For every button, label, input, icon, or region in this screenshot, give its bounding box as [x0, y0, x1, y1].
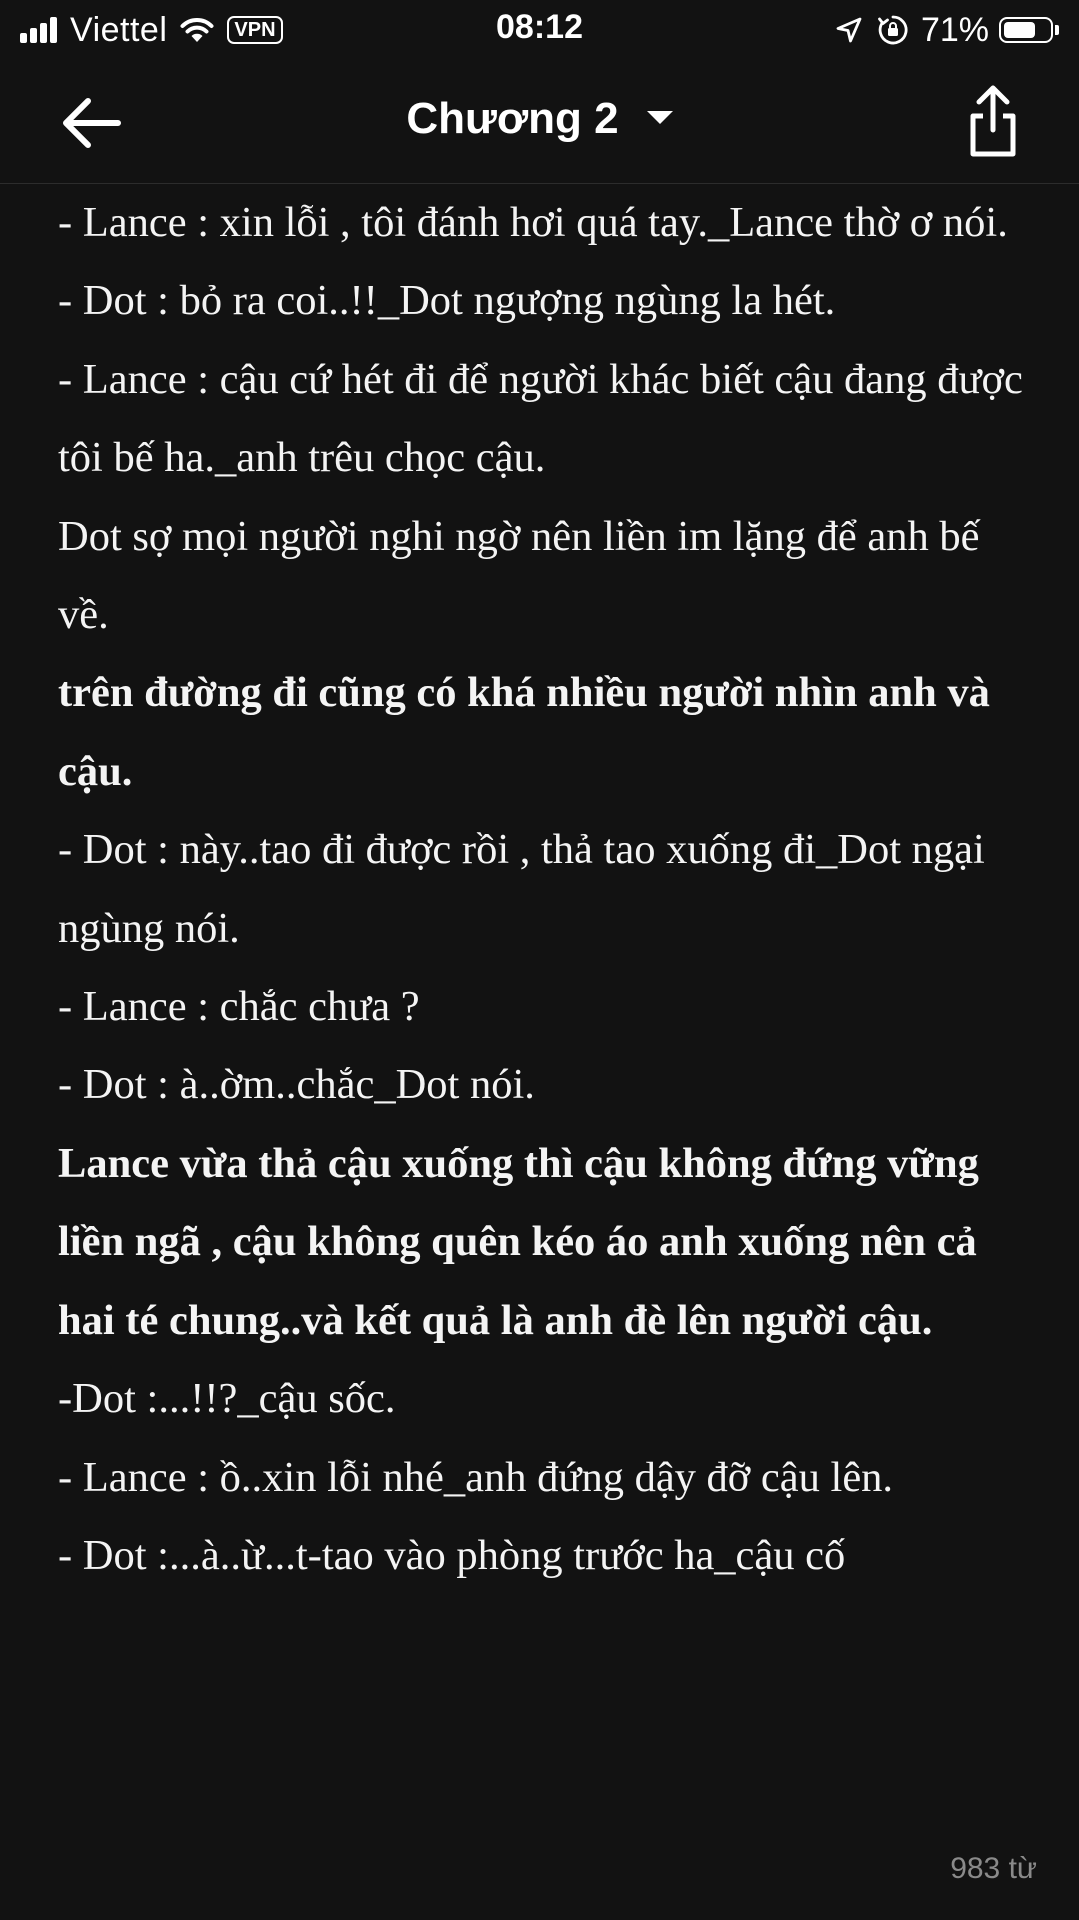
story-paragraph: - Lance : cậu cứ hét đi để người khác biết cậu đang được tôi bế ha._anh trêu chọc cậu.	[58, 355, 1023, 482]
nav-bar	[0, 60, 1079, 184]
carrier-name: Viettel	[70, 10, 168, 49]
story-paragraph: -Dot :...!!?_cậu sốc.	[58, 1375, 396, 1423]
status-right	[835, 10, 1059, 50]
story-paragraph: - Dot : à..ờm..chắc_Dot nói.	[58, 1061, 535, 1109]
story-paragraph-bold: trên đường đi cũng có khá nhiều người nhìn anh và cậu.	[58, 669, 990, 795]
story-paragraph: - Lance : xin lỗi , tôi đánh hơi quá tay._Lance thờ ơ nói.	[58, 199, 1008, 246]
battery-fill	[1004, 22, 1035, 38]
status-bar	[0, 0, 1079, 60]
vpn-badge: VPN	[227, 16, 282, 44]
status-time: 08:12	[496, 8, 583, 46]
story-text	[58, 184, 1033, 1595]
battery-icon	[999, 17, 1053, 43]
chapter-selector[interactable]	[0, 94, 1079, 144]
dropdown-caret-icon	[647, 111, 673, 124]
location-arrow-icon	[835, 16, 863, 44]
share-icon[interactable]	[963, 82, 1023, 160]
story-paragraph: Dot sợ mọi người nghi ngờ nên liền im lặng để anh bế về.	[58, 512, 980, 639]
story-paragraph: - Lance : chắc chưa ?	[58, 983, 420, 1031]
word-count: 983 từ	[950, 1852, 1037, 1885]
story-paragraph: - Dot : này..tao đi được rồi , thả tao xuống đi_Dot ngại ngùng nói.	[58, 826, 985, 952]
story-paragraph: - Lance : ồ..xin lỗi nhé_anh đứng dậy đỡ cậu lên.	[58, 1453, 894, 1501]
battery-percent: 71%	[920, 10, 989, 49]
story-paragraph-bold: Lance vừa thả cậu xuống thì cậu không đứng vững liền ngã , cậu không quên kéo áo anh xuống nên cả hai té chung..và kết quả là anh đè lên người cậu.	[58, 1139, 979, 1344]
story-paragraph: - Dot : bỏ ra coi..!!_Dot ngượng ngùng la hét.	[58, 277, 836, 325]
rotation-lock-icon	[877, 14, 909, 46]
story-paragraph: - Dot :...à..ừ...t-tao vào phòng trước ha_cậu cố	[58, 1531, 846, 1579]
battery-tip	[1055, 25, 1059, 35]
chapter-title-label: Chương 2	[406, 94, 619, 143]
